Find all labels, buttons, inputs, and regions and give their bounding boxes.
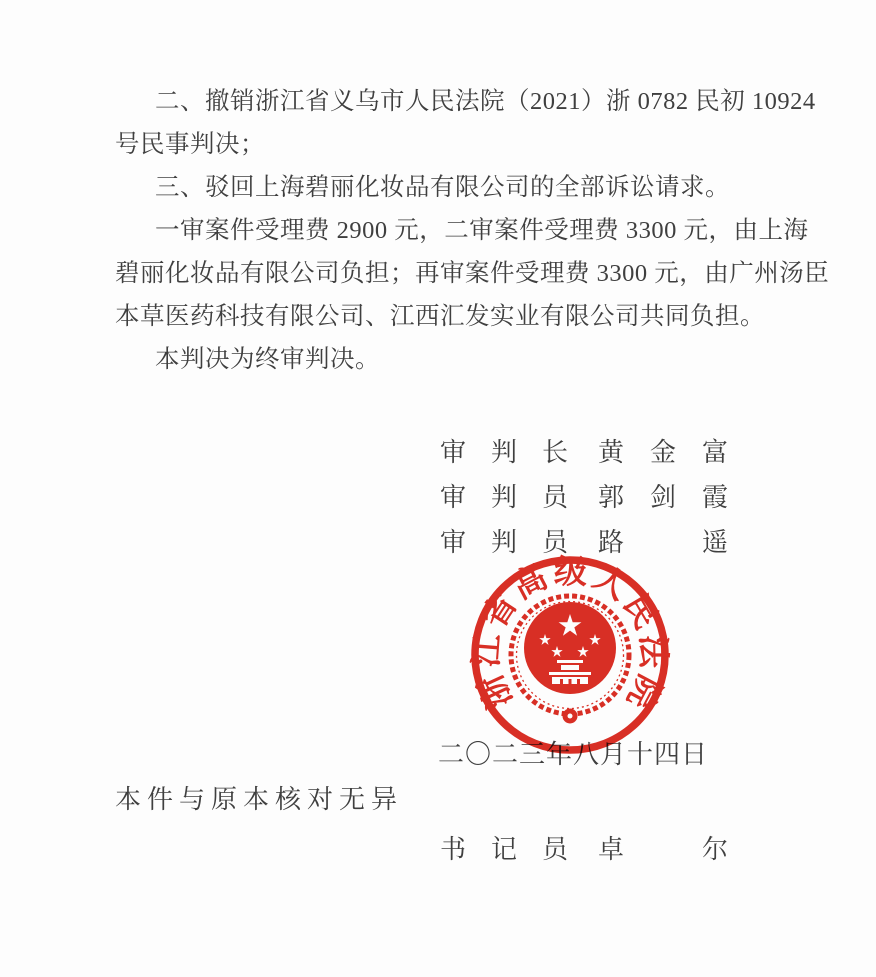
body-line: 本判决为终审判决。 [155, 346, 380, 373]
judgment-body [115, 80, 830, 381]
judge-title: 审判长 [440, 438, 568, 467]
judge-name: 路遥 [598, 528, 728, 557]
body-line: 号民事判决； [115, 131, 265, 158]
body-line: 三、驳回上海碧丽化妆品有限公司的全部诉讼请求。 [155, 174, 730, 201]
judge-title: 审判员 [440, 483, 568, 512]
verification-note: 本件与原本核对无异 [115, 785, 404, 814]
judge-title: 审判员 [440, 528, 568, 557]
body-line: 一审案件受理费 2900 元，二审案件受理费 3300 元，由上海 [155, 217, 809, 244]
signature-block [440, 430, 728, 565]
official-seal [465, 550, 675, 760]
judgment-date: 二〇二三年八月十四日 [438, 740, 709, 769]
clerk-title: 书记员 [440, 835, 568, 864]
body-line: 碧丽化妆品有限公司负担；再审案件受理费 3300 元，由广州汤臣 [115, 260, 830, 287]
body-line: 本草医药科技有限公司、江西汇发实业有限公司共同负担。 [115, 303, 765, 330]
seal-text: 浙江省高级人民法院 [468, 554, 671, 718]
clerk-row [440, 827, 728, 872]
judge-name: 郭剑霞 [598, 483, 728, 512]
clerk-name: 卓尔 [598, 835, 728, 864]
judge-name: 黄金富 [598, 438, 728, 467]
signature-row [440, 475, 728, 520]
national-emblem-icon [511, 596, 629, 724]
signature-row [440, 430, 728, 475]
body-line: 二、撤销浙江省义乌市人民法院（2021）浙 0782 民初 10924 [155, 88, 816, 115]
